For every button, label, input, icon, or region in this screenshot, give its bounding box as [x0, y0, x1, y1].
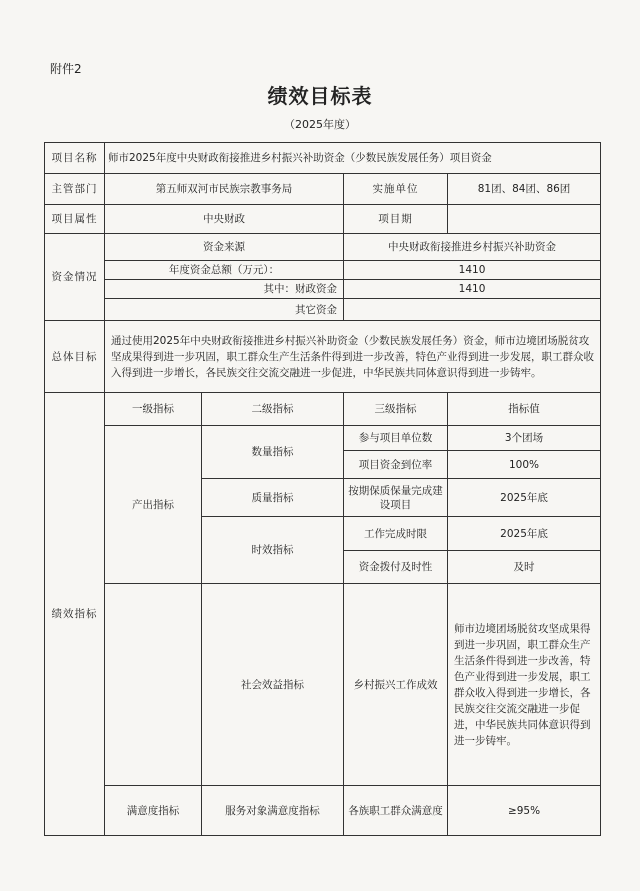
department-value: 第五师双河市民族宗教事务局 — [105, 174, 344, 205]
overall-goal-text: 通过使用2025年中央财政衔接推进乡村振兴补助资金（少数民族发展任务）资金，师市边境团场脱贫攻坚成果得到进一步巩固，职工群众生产生活条件得到进一步改善，特色产业得到进一步发展，职工群众收入得到进一步增长，各民族交往交流交融进一步促进，中华民族共同体意识得到进一步铸牢。 — [105, 321, 601, 393]
indicator-name: 按期保质保量完成建设项目 — [344, 479, 448, 517]
indicator-value: 3个团场 — [448, 426, 601, 451]
implementing-unit-label: 实施单位 — [344, 174, 448, 205]
year-label: （2025年度） — [284, 118, 356, 131]
indicator-value: 2025年底 — [448, 517, 601, 551]
indicator-value: 师市边境团场脱贫攻坚成果得到进一步巩固，职工群众生产生活条件得到进一步改善，特色产业得到进一步发展，职工群众收入得到进一步增长，各民族交往交流交融进一步促进，中华民族共同体意识得到进一步铸牢。 — [448, 584, 601, 786]
other-funds-value — [344, 299, 601, 321]
indicator-value: ≥95% — [448, 786, 601, 836]
indicator-value: 2025年底 — [448, 479, 601, 517]
header-level1: 一级指标 — [105, 393, 202, 426]
page-title: 绩效目标表 — [267, 84, 373, 108]
annual-total-label: 年度资金总额（万元）： — [105, 261, 344, 280]
project-period-label: 项目期 — [344, 205, 448, 234]
indicator-name: 工作完成时限 — [344, 517, 448, 551]
output-indicator-label: 产出指标 — [105, 426, 202, 584]
fund-source-label: 资金来源 — [105, 234, 344, 261]
indicator-name: 乡村振兴工作成效 — [344, 584, 448, 786]
social-benefit-label: 社会效益指标 — [202, 584, 344, 786]
indicator-name: 资金拨付及时性 — [344, 551, 448, 584]
indicator-name: 各族职工群众满意度 — [344, 786, 448, 836]
satisfaction-indicator-label: 满意度指标 — [105, 786, 202, 836]
project-attribute-label: 项目属性 — [45, 205, 105, 234]
performance-table — [44, 142, 601, 836]
indicator-name: 参与项目单位数 — [344, 426, 448, 451]
header-value: 指标值 — [448, 393, 601, 426]
fund-source-value: 中央财政衔接推进乡村振兴补助资金 — [344, 234, 601, 261]
attachment-label: 附件2 — [50, 62, 82, 76]
fiscal-funds-label: 其中：财政资金 — [105, 280, 344, 299]
project-name-value: 师市2025年度中央财政衔接推进乡村振兴补助资金（少数民族发展任务）项目资金 — [105, 143, 601, 174]
header-level2: 二级指标 — [202, 393, 344, 426]
timeliness-indicator-label: 时效指标 — [202, 517, 344, 584]
benefit-indicator-empty — [105, 584, 202, 786]
indicators-label: 绩效指标 — [45, 393, 105, 836]
overall-goal-label: 总体目标 — [45, 321, 105, 393]
indicator-name: 项目资金到位率 — [344, 451, 448, 479]
funds-label: 资金情况 — [45, 234, 105, 321]
project-name-label: 项目名称 — [45, 143, 105, 174]
service-satisfaction-label: 服务对象满意度指标 — [202, 786, 344, 836]
other-funds-label: 其它资金 — [105, 299, 344, 321]
department-label: 主管部门 — [45, 174, 105, 205]
fiscal-funds-value: 1410 — [344, 280, 601, 299]
indicator-value: 100% — [448, 451, 601, 479]
implementing-unit-value: 81团、84团、86团 — [448, 174, 601, 205]
project-attribute-value: 中央财政 — [105, 205, 344, 234]
annual-total-value: 1410 — [344, 261, 601, 280]
indicator-value: 及时 — [448, 551, 601, 584]
project-period-value — [448, 205, 601, 234]
header-level3: 三级指标 — [344, 393, 448, 426]
quality-indicator-label: 质量指标 — [202, 479, 344, 517]
quantity-indicator-label: 数量指标 — [202, 426, 344, 479]
